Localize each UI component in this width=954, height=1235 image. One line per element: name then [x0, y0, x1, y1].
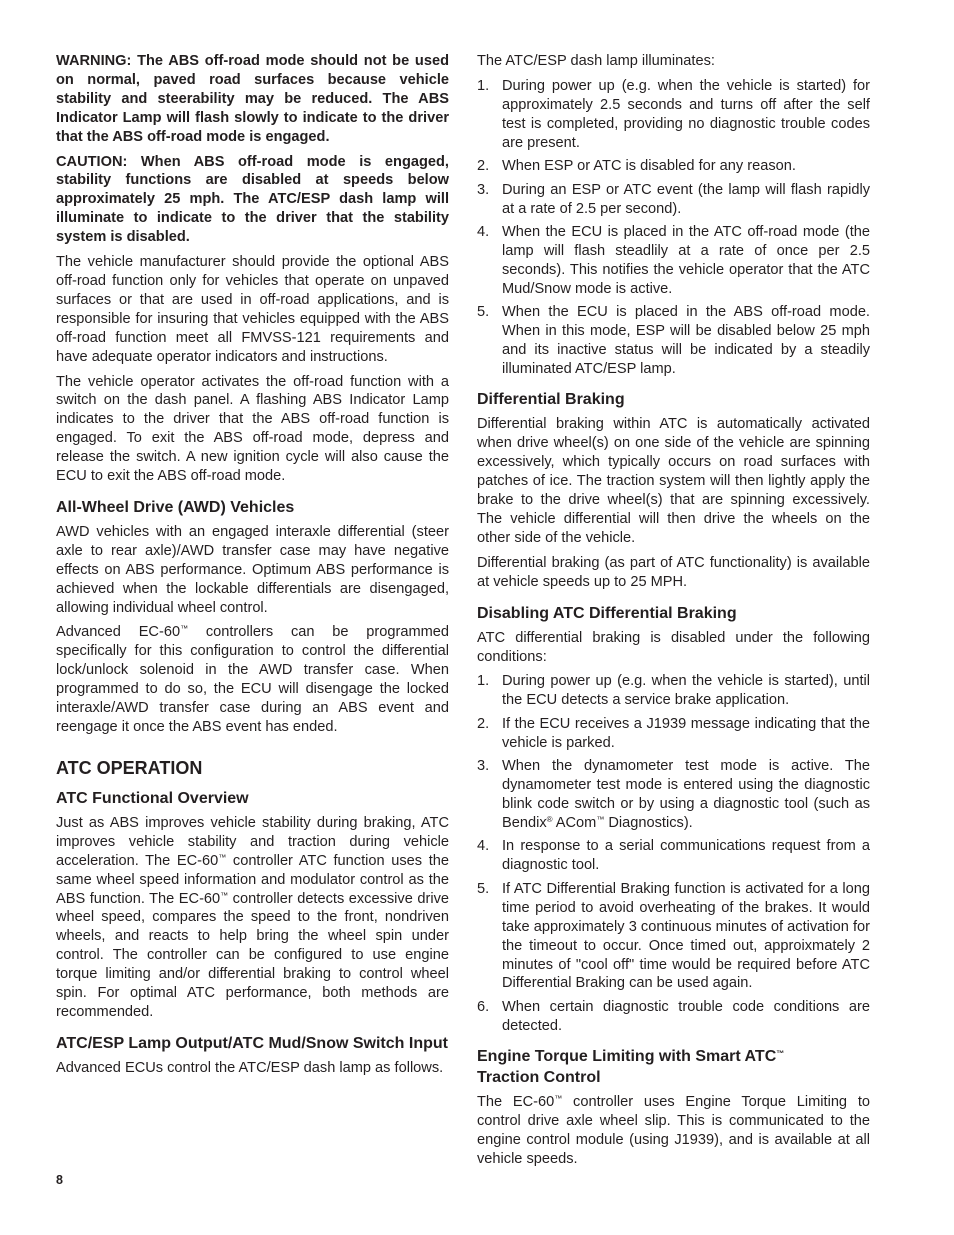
atc-operation-heading: ATC OPERATION	[56, 757, 203, 778]
list-item: 5. When the ECU is placed in the ABS off-road mode. When in this mode, ESP will be disabled below 25 mph and its inactive status will be indicated by a steadily illuminated ATC/ESP lamp.	[477, 304, 870, 377]
list-item: 3. During an ESP or ATC event (the lamp will flash rapidly at a rate of 2.5 per second).	[477, 181, 870, 217]
disabling-atc-intro: ATC differential braking is disabled under the following conditions:	[477, 629, 870, 665]
right-column	[477, 52, 870, 1169]
atc-overview-paragraph: Just as ABS improves vehicle stability during braking, ATC improves vehicle stability and traction during vehicle acceleration. The EC-60™ controller ATC function uses the same wheel speed information and modulator control as the ABS function. The EC-60™ controller detects excessive drive wheel speed, compares the speed to the front, nondriven wheels, and reacts to help bring the wheel spin under control. The controller can be configured to use engine torque limiting and/or differential braking to control wheel spin. For optimal ATC performance, both methods are recommended.	[56, 814, 449, 1020]
list-item: 1. During power up (e.g. when the vehicle is started) for approximately 2.5 seconds and turns off after the self test is completed, providing no diagnostic trouble codes are present.	[477, 77, 870, 151]
disabling-atc-heading: Disabling ATC Differential Braking	[477, 604, 737, 622]
caution-note: CAUTION: When ABS off-road mode is engaged, stability functions are disabled at speeds below approximately 25 mph. The ATC/ESP dash lamp will illuminate to indicate to the driver that the stability system is disabled.	[56, 153, 449, 246]
list-item: 2. If the ECU receives a J1939 message indicating that the vehicle is parked.	[477, 715, 870, 751]
list-item: 4. In response to a serial communications request from a diagnostic tool.	[477, 838, 870, 874]
warning-note: WARNING: The ABS off-road mode should not be used on normal, paved road surfaces because vehicle stability and steerability may be reduced. The ABS Indicator Lamp will flash slowly to indicate to the driver that the ABS off-road mode is engaged.	[56, 53, 449, 145]
list-item: 6. When certain diagnostic trouble code conditions are detected.	[477, 998, 870, 1034]
awd-paragraph-1: AWD vehicles with an engaged interaxle differential (steer axle to rear axle)/AWD transfer case may have negative effects on ABS performance. Optimum ABS performance is achieved when the lockable differentials are disengaged, allowing individual wheel control.	[56, 523, 449, 616]
lamp-illuminates-intro: The ATC/ESP dash lamp illuminates:	[477, 53, 715, 69]
differential-braking-paragraph-1: Differential braking within ATC is automatically activated when drive wheel(s) on one side of the vehicle are spinning excessively, which typically occurs on road surfaces with patches of ice. The traction system will then lightly apply the brake to the drive wheel(s) that are spinning excessively. The vehicle differential will then drive the wheels on the other side of the vehicle.	[477, 416, 870, 546]
list-item: 2. When ESP or ATC is disabled for any reason.	[477, 158, 796, 175]
list-item: 3. When the dynamometer test mode is active. The dynamometer test mode is entered using the diagnostic blink code switch or by using a diagnostic tool (such as Bendix® ACom™ Diagnostics).	[477, 758, 870, 831]
differential-braking-paragraph-2: Differential braking (as part of ATC functionality) is available at vehicle speeds up to 25 MPH.	[477, 554, 870, 590]
list-item: 5. If ATC Differential Braking function is activated for a long time period to avoid overheating of the brakes. It would take approximately 3 continuous minutes of activation for the timeout to occur. Once timed out, approixmately 2 minutes of "cool off" time would be required before ATC Differential Braking can be used again.	[477, 880, 870, 992]
offroad-operator-paragraph: The vehicle operator activates the off-road function with a switch on the dash panel. A flashing ABS Indicator Lamp indicates to the driver that the ABS off-road function is engaged. To exit the ABS off-road mode, depress and release the switch. A new ignition cycle will also cause the ECU to exit the ABS off-road mode.	[56, 373, 449, 485]
lamp-output-paragraph: Advanced ECUs control the ATC/ESP dash lamp as follows.	[56, 1059, 444, 1076]
engine-torque-paragraph: The EC-60™ controller uses Engine Torque Limiting to control drive axle wheel slip. This is communicated to the engine control module (using J1939), and is available at all vehicle speeds.	[477, 1094, 870, 1168]
awd-heading: All-Wheel Drive (AWD) Vehicles	[56, 498, 295, 516]
left-column	[56, 52, 449, 1078]
disabling-conditions-list	[477, 672, 870, 1035]
lamp-conditions-list	[477, 77, 870, 379]
page-number: 8	[56, 1173, 63, 1187]
offroad-manufacturer-paragraph: The vehicle manufacturer should provide the optional ABS off-road function only for vehicles that operate on unpaved surfaces or that are used in off-road applications, and is responsible for insuring that vehicles equipped with the ABS off-road function meet all FMVSS-121 requirements and have adequate operator indicators and instructions.	[56, 254, 449, 365]
awd-paragraph-2: Advanced EC-60™ controllers can be programmed specifically for this configuration to control the differential lock/unlock solenoid in the AWD transfer case. When programmed to do so, the ECU will disengage the locked interaxle/AWD transfer case during an ABS event and reengage it once the ABS event has ended.	[56, 624, 449, 735]
engine-torque-heading: Engine Torque Limiting with Smart ATC™ Traction Control	[477, 1048, 785, 1087]
atc-overview-heading: ATC Functional Overview	[56, 789, 249, 807]
differential-braking-heading: Differential Braking	[477, 391, 625, 409]
list-item: 1. During power up (e.g. when the vehicle is started), until the ECU detects a service brake application.	[477, 673, 870, 709]
lamp-output-heading: ATC/ESP Lamp Output/ATC Mud/Snow Switch Input	[56, 1034, 448, 1052]
list-item: 4. When the ECU is placed in the ATC off-road mode (the lamp will flash steadlily at a rate of once per 2.5 seconds). This notifies the vehicle operator that the ATC Mud/Snow mode is active.	[477, 224, 870, 297]
